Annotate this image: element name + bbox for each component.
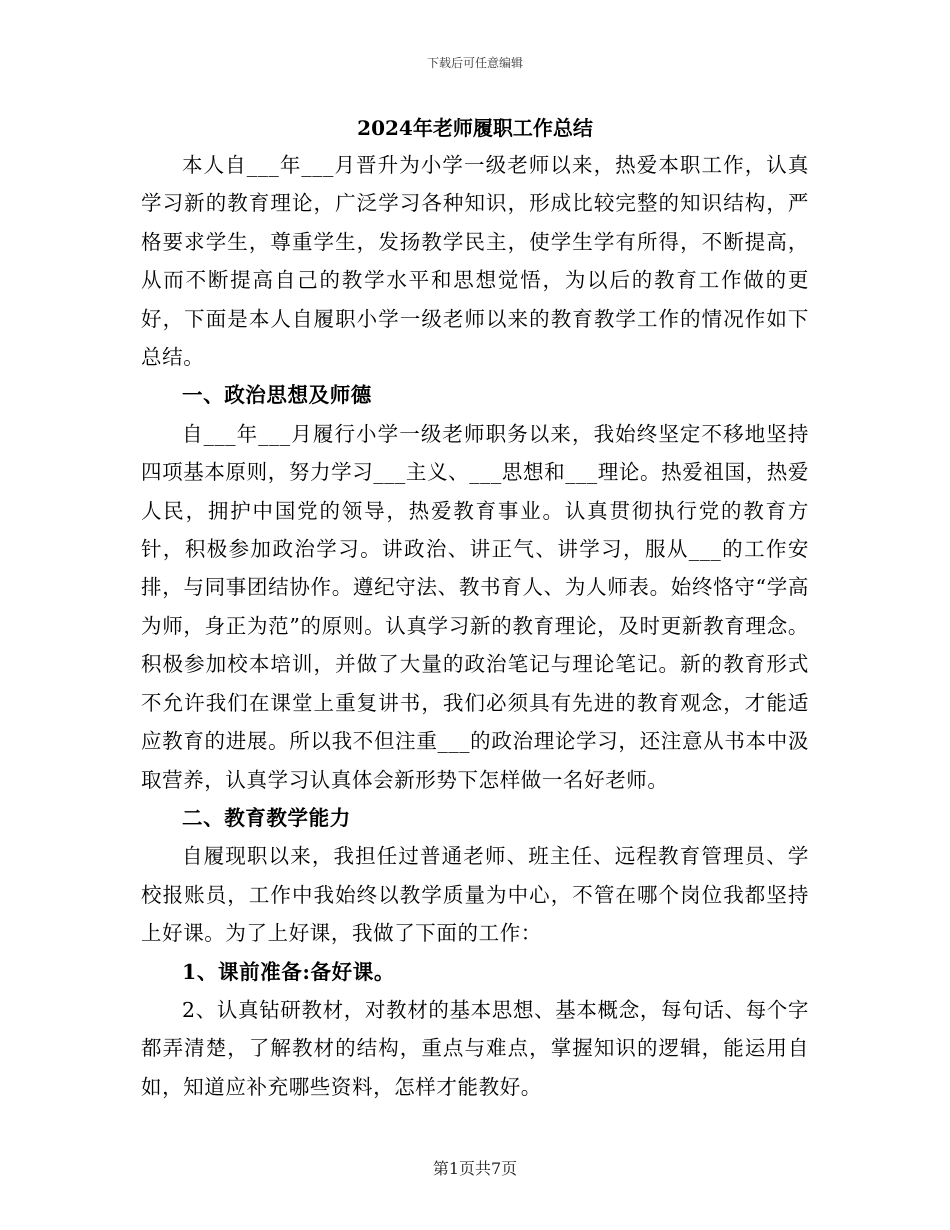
section-heading-teaching: 二、教育教学能力: [182, 805, 351, 830]
document-body: [141, 146, 809, 1106]
header-note: 下载后可任意编辑: [426, 56, 523, 70]
intro-paragraph: 本人自___年___月晋升为小学一级老师以来，热爱本职工作，认真学习新的教育理论，广泛学习各种知识，形成比较完整的知识结构，严格要求学生，尊重学生，发扬教学民主，使学生学有所得，不断提高，从而不断提高自己的教学水平和思想觉悟，为以后的教育工作做的更好，下面是本人自履职小学一级老师以来的教育教学工作的情况作如下总结。: [141, 153, 809, 370]
page-footer: 第1页共7页: [432, 1159, 518, 1178]
preparation-paragraph: 2、认真钻研教材，对教材的基本思想、基本概念，每句话、每个字都弄清楚，了解教材的结构，重点与难点，掌握知识的逻辑，能运用自如，知道应补充哪些资料，怎样才能教好。: [141, 997, 809, 1099]
politics-paragraph: 自___年___月履行小学一级老师职务以来，我始终坚定不移地坚持四项基本原则，努力学习___主义、___思想和___理论。热爱祖国，热爱人民，拥护中国党的领导，热爱教育事业。认真贯彻执行党的教育方针，积极参加政治学习。讲政治、讲正气、讲学习，服从___的工作安排，与同事团结协作。遵纪守法、教书育人、为人师表。始终恪守“学高为师，身正为范”的原则。认真学习新的教育理论，及时更新教育理念。积极参加校本培训，并做了大量的政治笔记与理论笔记。新的教育形式不允许我们在课堂上重复讲书，我们必须具有先进的教育观念，才能适应教育的进展。所以我不但注重___的政治理论学习，还注意从书本中汲取营养，认真学习认真体会新形势下怎样做一名好老师。: [141, 421, 809, 792]
section-heading-politics: 一、政治思想及师德: [182, 383, 372, 408]
subheading-preparation: 1、课前准备:备好课。: [182, 959, 395, 984]
document-title: 2024年老师履职工作总结: [357, 116, 593, 140]
teaching-paragraph: 自履现职以来，我担任过普通老师、班主任、远程教育管理员、学校报账员，工作中我始终以教学质量为中心，不管在哪个岗位我都坚持上好课。为了上好课，我做了下面的工作：: [141, 844, 809, 946]
